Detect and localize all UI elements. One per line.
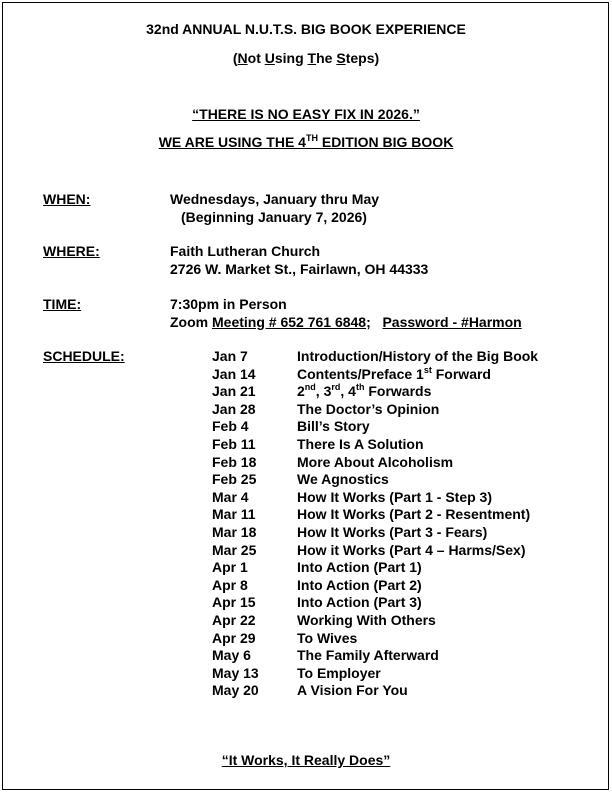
schedule-row bbox=[212, 577, 538, 595]
closing-quote: “It Works, It Really Does” bbox=[221, 752, 391, 768]
schedule-date: Mar 25 bbox=[212, 541, 257, 558]
schedule-label: SCHEDULE: bbox=[43, 348, 125, 364]
schedule-topic: The Family Afterward bbox=[297, 647, 439, 664]
schedule-date: Feb 11 bbox=[212, 435, 256, 452]
schedule-date: Apr 1 bbox=[212, 559, 248, 576]
schedule-topic: There Is A Solution bbox=[297, 435, 424, 452]
tagline: “THERE IS NO EASY FIX IN 2026.” bbox=[192, 106, 420, 122]
schedule-row bbox=[212, 594, 538, 612]
where-value bbox=[170, 243, 428, 278]
schedule-topic: How It Works (Part 2 - Resentment) bbox=[297, 506, 531, 523]
schedule-date: May 6 bbox=[212, 647, 251, 664]
zoom-line: Zoom Meeting # 652 761 6848; Password - #Harmon bbox=[170, 313, 522, 330]
when-label: WHEN: bbox=[43, 191, 91, 207]
schedule-topic: How it Works (Part 4 – Harms/Sex) bbox=[297, 541, 526, 558]
schedule-topic: Into Action (Part 2) bbox=[297, 576, 422, 593]
edition-heading: WE ARE USING THE 4TH EDITION BIG BOOK bbox=[158, 133, 454, 150]
schedule-date: Feb 18 bbox=[212, 453, 257, 470]
schedule-topic: 2nd, 3rd, 4th Forwards bbox=[297, 382, 432, 400]
schedule-topic: How It Works (Part 3 - Fears) bbox=[297, 523, 488, 540]
schedule-row bbox=[212, 401, 538, 419]
schedule-date: Jan 21 bbox=[212, 383, 256, 400]
schedule-topic: How It Works (Part 1 - Step 3) bbox=[297, 488, 492, 505]
time-label: TIME: bbox=[43, 296, 82, 312]
schedule-row bbox=[212, 489, 538, 507]
schedule-row bbox=[212, 366, 538, 384]
schedule-date: Mar 4 bbox=[212, 488, 249, 505]
schedule-row bbox=[212, 612, 538, 630]
zoom-password: Password - #Harmon bbox=[382, 313, 522, 330]
zoom-meeting-id: Meeting # 652 761 6848 bbox=[212, 313, 367, 330]
time-value bbox=[170, 296, 522, 331]
schedule-topic: The Doctor’s Opinion bbox=[297, 400, 440, 417]
schedule-row bbox=[212, 647, 538, 665]
schedule-topic: Into Action (Part 3) bbox=[297, 594, 422, 611]
time-line-1: 7:30pm in Person bbox=[170, 296, 287, 312]
schedule-row bbox=[212, 418, 538, 436]
schedule-row bbox=[212, 436, 538, 454]
schedule-row bbox=[212, 454, 538, 472]
page-title: 32nd ANNUAL N.U.T.S. BIG BOOK EXPERIENCE bbox=[146, 21, 466, 37]
schedule-date: Feb 4 bbox=[212, 418, 249, 435]
schedule-topic: We Agnostics bbox=[297, 471, 389, 488]
schedule-topic: More About Alcoholism bbox=[297, 453, 454, 470]
schedule-date: Mar 18 bbox=[212, 523, 257, 540]
schedule-date: Jan 28 bbox=[212, 400, 256, 417]
schedule-date: Mar 11 bbox=[212, 506, 256, 523]
when-line-2: (Beginning January 7, 2026) bbox=[181, 208, 367, 225]
schedule-date: May 13 bbox=[212, 664, 259, 681]
schedule-row bbox=[212, 506, 538, 524]
schedule-row bbox=[212, 682, 538, 700]
schedule-row bbox=[212, 524, 538, 542]
schedule-topic: A Vision For You bbox=[297, 682, 408, 699]
schedule-row bbox=[212, 471, 538, 489]
schedule-date: Feb 25 bbox=[212, 471, 257, 488]
schedule-row bbox=[212, 383, 538, 401]
where-line-1: Faith Lutheran Church bbox=[170, 243, 321, 259]
schedule-topic: Into Action (Part 1) bbox=[297, 559, 422, 576]
schedule-date: Apr 22 bbox=[212, 611, 256, 628]
where-line-2: 2726 W. Market St., Fairlawn, OH 44333 bbox=[170, 260, 429, 277]
schedule-topic: To Wives bbox=[297, 629, 358, 646]
schedule-list bbox=[212, 348, 538, 700]
schedule-topic: Contents/Preface 1st Forward bbox=[297, 364, 491, 382]
schedule-date: Apr 29 bbox=[212, 629, 256, 646]
schedule-topic: Bill’s Story bbox=[297, 418, 370, 435]
schedule-row bbox=[212, 630, 538, 648]
schedule-topic: Introduction/History of the Big Book bbox=[297, 348, 539, 364]
acronym-subtitle: (Not Using The Steps) bbox=[232, 50, 380, 66]
when-value bbox=[170, 191, 379, 226]
schedule-row bbox=[212, 665, 538, 683]
schedule-date: Jan 7 bbox=[212, 348, 248, 364]
schedule-date: Apr 15 bbox=[212, 594, 256, 611]
schedule-row bbox=[212, 559, 538, 577]
schedule-row bbox=[212, 348, 538, 366]
schedule-date: May 20 bbox=[212, 682, 259, 699]
where-label: WHERE: bbox=[43, 243, 100, 259]
schedule-topic: Working With Others bbox=[297, 611, 436, 628]
schedule-topic: To Employer bbox=[297, 664, 381, 681]
schedule-date: Jan 14 bbox=[212, 365, 256, 382]
schedule-row bbox=[212, 542, 538, 560]
schedule-date: Apr 8 bbox=[212, 576, 248, 593]
when-line-1: Wednesdays, January thru May bbox=[170, 191, 380, 207]
